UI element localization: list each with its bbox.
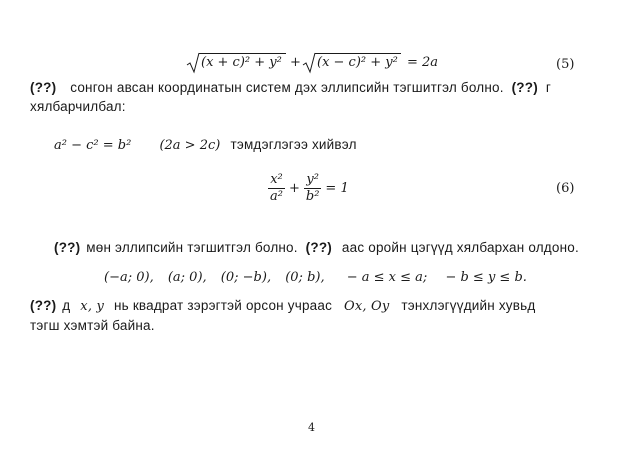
equation-reference[interactable]: (??)	[511, 80, 538, 95]
paragraph-2: (??) мөн эллипсийн тэгшитгэл болно. (??) аас оройн цэгүүд хялбархан олдоно.	[54, 240, 579, 255]
paragraph-3-line-1: (??) д x, y нь квадрат зэрэгтэй орсон учраас Ox, Oy тэнхлэгүүдийн хувьд	[30, 298, 536, 314]
condition-text: тэмдэглэгээ хийвэл	[230, 137, 357, 152]
vertices-line: (−a; 0), (a; 0), (0; −b), (0; b), − a ≤ x ≤ a; − b ≤ y ≤ b.	[104, 270, 527, 285]
equation-number-5: (5)	[556, 57, 575, 72]
equation-reference[interactable]: (??)	[30, 80, 57, 95]
sqrt-sign-1	[186, 52, 200, 74]
fraction-x-over-a: $\frac{\text{x²}}{\text{a²}}$	[270, 171, 283, 204]
equation-reference[interactable]: (??)	[54, 240, 81, 255]
fraction-y-over-b: $\frac{\text{y²}}{\text{b²}}$	[305, 171, 320, 204]
condition-line	[54, 137, 357, 153]
equation-reference[interactable]: (??)	[305, 240, 332, 255]
paragraph-1-line-1: (??) сонгон авсан координатын систем дэх эллипсийн тэгшитгэл болно. (??) г	[30, 80, 551, 95]
eq5-sqrt2-content: (x − c)² + y²	[317, 55, 398, 70]
equation-6: $\frac{\text{x²}}{\text{a²}}$ + $\frac{\text{y²}}{\text{b²}}$ = 1	[270, 171, 349, 204]
eq5-plus: +	[290, 55, 301, 70]
eq5-rhs: = 2a	[407, 55, 439, 70]
equation-reference[interactable]: (??)	[30, 298, 57, 313]
eq5-sqrt1-content: (x + c)² + y²	[201, 55, 282, 70]
condition-paren: (2a > 2c)	[159, 138, 221, 153]
equation-number-6: (6)	[556, 181, 575, 196]
sqrt-sign-2	[302, 52, 316, 74]
page-number: 4	[308, 421, 315, 434]
paragraph-3-line-2: тэгш хэмтэй байна.	[30, 318, 155, 333]
paragraph-1-line-2: хялбарчилбал:	[30, 99, 126, 114]
condition-formula: a² − c² = b²	[54, 138, 132, 153]
